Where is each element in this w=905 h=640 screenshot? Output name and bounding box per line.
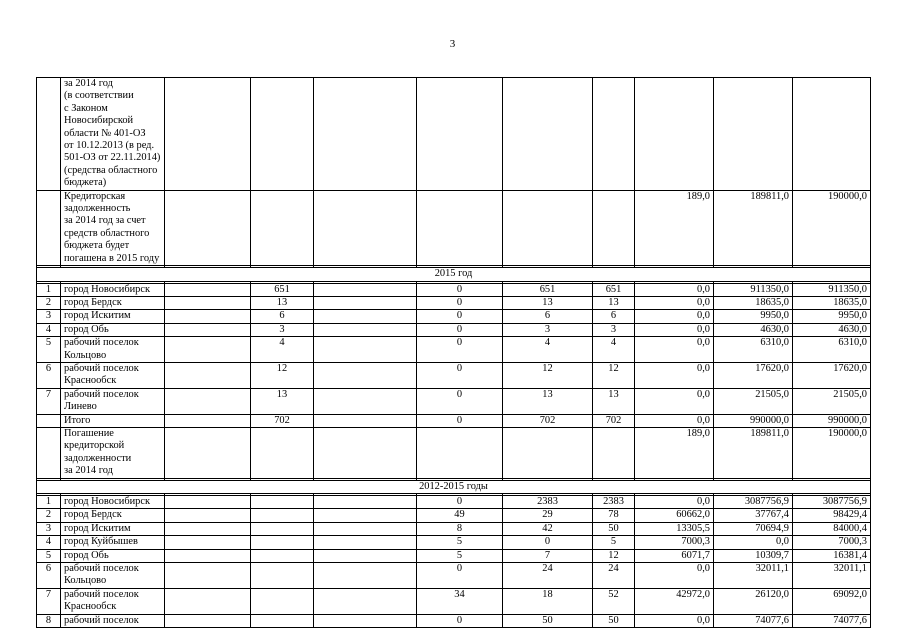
row-name-line: рабочий поселок (64, 362, 139, 374)
row-number-cell: 3 (37, 310, 61, 323)
value-cell-c4: 13 (251, 388, 314, 414)
section-title: 2015 год (37, 268, 871, 281)
value-cell-c5 (314, 337, 417, 363)
row-number-cell: 3 (37, 522, 61, 535)
value-cell-c10: 37767,4 (714, 509, 793, 522)
row-name-cell (61, 78, 165, 191)
table-row (37, 522, 871, 535)
value-cell-c5 (314, 362, 417, 388)
row-name-line: задолженности (64, 452, 132, 464)
value-cell-c4 (251, 549, 314, 562)
table-row (37, 388, 871, 414)
value-cell-c4 (251, 588, 314, 614)
value-cell-c6 (417, 190, 503, 265)
value-cell-c4 (251, 536, 314, 549)
row-name-cell (61, 283, 165, 296)
value-cell-c4: 12 (251, 362, 314, 388)
value-cell-c5 (314, 536, 417, 549)
table-row (37, 614, 871, 627)
value-cell-c11: 6310,0 (793, 337, 871, 363)
value-cell-c6: 0 (417, 323, 503, 336)
value-cell-c11: 17620,0 (793, 362, 871, 388)
row-name-line: Новосибирской (64, 115, 134, 127)
value-cell-c8: 24 (593, 563, 635, 589)
row-name-line: за 2014 год (64, 465, 113, 477)
value-cell-c4 (251, 563, 314, 589)
value-cell-c3 (165, 414, 251, 427)
table-row (37, 78, 871, 191)
value-cell-c7 (503, 190, 593, 265)
value-cell-c7: 702 (503, 414, 593, 427)
value-cell-c6: 34 (417, 588, 503, 614)
value-cell-c8: 6 (593, 310, 635, 323)
value-cell-c5 (314, 549, 417, 562)
value-cell-c6: 0 (417, 283, 503, 296)
value-cell-c5 (314, 427, 417, 478)
value-cell-c8: 651 (593, 283, 635, 296)
value-cell-c5 (314, 388, 417, 414)
value-cell-c5 (314, 522, 417, 535)
table-row (37, 496, 871, 509)
value-cell-c6: 5 (417, 549, 503, 562)
value-cell-c7: 24 (503, 563, 593, 589)
row-name-cell (61, 509, 165, 522)
row-name-cell (61, 388, 165, 414)
row-name-line: бюджета) (64, 177, 107, 189)
value-cell-c6: 0 (417, 296, 503, 309)
row-name-line: город Куйбышев (64, 536, 138, 548)
value-cell-c9: 0,0 (635, 496, 714, 509)
table-row (37, 549, 871, 562)
value-cell-c4: 4 (251, 337, 314, 363)
row-name-cell (61, 536, 165, 549)
row-number-cell (37, 414, 61, 427)
value-cell-c5 (314, 296, 417, 309)
value-cell-c3 (165, 310, 251, 323)
value-cell-c3 (165, 536, 251, 549)
row-number-cell: 6 (37, 563, 61, 589)
value-cell-c7: 13 (503, 296, 593, 309)
value-cell-c10: 26120,0 (714, 588, 793, 614)
value-cell-c11: 18635,0 (793, 296, 871, 309)
value-cell-c10: 990000,0 (714, 414, 793, 427)
value-cell-c6: 0 (417, 563, 503, 589)
row-number-cell: 7 (37, 588, 61, 614)
value-cell-c9: 6071,7 (635, 549, 714, 562)
row-name-cell (61, 310, 165, 323)
row-name-line: за 2014 год за счет (64, 215, 146, 227)
value-cell-c4 (251, 427, 314, 478)
value-cell-c4 (251, 496, 314, 509)
row-name-line: Краснообск (64, 375, 117, 387)
value-cell-c5 (314, 509, 417, 522)
value-cell-c7: 13 (503, 388, 593, 414)
value-cell-c7 (503, 427, 593, 478)
row-number-cell: 4 (37, 536, 61, 549)
row-name-line: Линево (64, 401, 97, 413)
value-cell-c7: 18 (503, 588, 593, 614)
value-cell-c7: 2383 (503, 496, 593, 509)
table-row (37, 337, 871, 363)
row-name-cell (61, 323, 165, 336)
value-cell-c6: 8 (417, 522, 503, 535)
table-row (37, 414, 871, 427)
value-cell-c7 (503, 78, 593, 191)
value-cell-c8: 50 (593, 614, 635, 627)
value-cell-c4: 6 (251, 310, 314, 323)
table-row (37, 588, 871, 614)
value-cell-c11: 21505,0 (793, 388, 871, 414)
value-cell-c3 (165, 588, 251, 614)
value-cell-c11: 98429,4 (793, 509, 871, 522)
value-cell-c11: 3087756,9 (793, 496, 871, 509)
value-cell-c5 (314, 310, 417, 323)
row-number-cell: 7 (37, 388, 61, 414)
value-cell-c10: 70694,9 (714, 522, 793, 535)
table-row (37, 536, 871, 549)
value-cell-c5 (314, 283, 417, 296)
value-cell-c10: 9950,0 (714, 310, 793, 323)
value-cell-c7: 42 (503, 522, 593, 535)
row-name-cell (61, 522, 165, 535)
row-name-cell (61, 427, 165, 478)
table-row (37, 509, 871, 522)
table-row (37, 296, 871, 309)
row-name-line: город Обь (64, 549, 109, 561)
value-cell-c10: 3087756,9 (714, 496, 793, 509)
row-name-cell (61, 614, 165, 627)
value-cell-c10: 189811,0 (714, 427, 793, 478)
value-cell-c7: 3 (503, 323, 593, 336)
row-name-cell (61, 588, 165, 614)
value-cell-c10: 21505,0 (714, 388, 793, 414)
table-row (37, 563, 871, 589)
value-cell-c9: 189,0 (635, 427, 714, 478)
value-cell-c9: 0,0 (635, 362, 714, 388)
row-name-line: рабочий поселок (64, 563, 139, 575)
row-number-cell: 1 (37, 496, 61, 509)
value-cell-c8: 12 (593, 362, 635, 388)
value-cell-c3 (165, 549, 251, 562)
table-row (37, 310, 871, 323)
value-cell-c5 (314, 496, 417, 509)
row-name-line: Погашение (64, 427, 114, 439)
value-cell-c8: 2383 (593, 496, 635, 509)
value-cell-c6: 5 (417, 536, 503, 549)
value-cell-c8: 5 (593, 536, 635, 549)
table-row (37, 323, 871, 336)
value-cell-c6: 0 (417, 388, 503, 414)
value-cell-c11: 190000,0 (793, 427, 871, 478)
row-name-line: рабочий поселок (64, 337, 139, 349)
row-name-line: город Бердск (64, 509, 122, 521)
row-name-line: город Искитим (64, 310, 131, 322)
row-name-line: погашена в 2015 году (64, 252, 160, 264)
value-cell-c9: 0,0 (635, 563, 714, 589)
value-cell-c10: 18635,0 (714, 296, 793, 309)
value-cell-c7: 12 (503, 362, 593, 388)
value-cell-c3 (165, 296, 251, 309)
value-cell-c5 (314, 78, 417, 191)
value-cell-c10: 189811,0 (714, 190, 793, 265)
row-name-line: кредиторской (64, 440, 125, 452)
row-name-line: (средства областного (64, 164, 158, 176)
value-cell-c3 (165, 509, 251, 522)
value-cell-c9: 42972,0 (635, 588, 714, 614)
value-cell-c7: 50 (503, 614, 593, 627)
row-name-line: город Обь (64, 323, 109, 335)
row-name-line: средств областного (64, 227, 150, 239)
row-name-line: (в соответствии (64, 90, 134, 102)
value-cell-c11: 990000,0 (793, 414, 871, 427)
row-name-line: рабочий поселок (64, 588, 139, 600)
value-cell-c5 (314, 614, 417, 627)
value-cell-c3 (165, 362, 251, 388)
value-cell-c4: 702 (251, 414, 314, 427)
value-cell-c8: 13 (593, 296, 635, 309)
value-cell-c10: 911350,0 (714, 283, 793, 296)
row-name-line: рабочий поселок (64, 388, 139, 400)
row-name-line: 501-ОЗ от 22.11.2014) (64, 152, 161, 164)
value-cell-c7: 7 (503, 549, 593, 562)
row-name-cell (61, 362, 165, 388)
row-name-line: Кольцово (64, 575, 107, 587)
value-cell-c7: 651 (503, 283, 593, 296)
value-cell-c7: 0 (503, 536, 593, 549)
value-cell-c11: 16381,4 (793, 549, 871, 562)
value-cell-c4 (251, 190, 314, 265)
row-number-cell: 5 (37, 337, 61, 363)
row-name-line: Итого (64, 414, 91, 426)
row-name-line: от 10.12.2013 (в ред. (64, 140, 155, 152)
value-cell-c3 (165, 614, 251, 627)
value-cell-c6 (417, 427, 503, 478)
value-cell-c9: 7000,3 (635, 536, 714, 549)
value-cell-c5 (314, 190, 417, 265)
row-name-line: рабочий поселок (64, 614, 139, 626)
row-name-line: город Бердск (64, 296, 122, 308)
value-cell-c6 (417, 78, 503, 191)
report-table (36, 77, 871, 628)
value-cell-c8 (593, 427, 635, 478)
value-cell-c5 (314, 323, 417, 336)
section-header-row (37, 268, 871, 281)
row-number-cell: 2 (37, 509, 61, 522)
section-header-row (37, 480, 871, 493)
page-number: 3 (449, 38, 456, 50)
value-cell-c8: 3 (593, 323, 635, 336)
value-cell-c4 (251, 522, 314, 535)
value-cell-c6: 0 (417, 310, 503, 323)
row-number-cell: 2 (37, 296, 61, 309)
row-number-cell: 5 (37, 549, 61, 562)
value-cell-c3 (165, 337, 251, 363)
row-name-cell (61, 190, 165, 265)
value-cell-c6: 0 (417, 414, 503, 427)
value-cell-c6: 0 (417, 614, 503, 627)
value-cell-c4 (251, 614, 314, 627)
row-number-cell: 8 (37, 614, 61, 627)
value-cell-c3 (165, 78, 251, 191)
row-name-cell (61, 549, 165, 562)
value-cell-c8: 13 (593, 388, 635, 414)
value-cell-c5 (314, 563, 417, 589)
value-cell-c9: 0,0 (635, 296, 714, 309)
report-table-body (37, 78, 871, 628)
value-cell-c11: 7000,3 (793, 536, 871, 549)
value-cell-c10: 0,0 (714, 536, 793, 549)
value-cell-c8: 52 (593, 588, 635, 614)
value-cell-c3 (165, 388, 251, 414)
row-name-cell (61, 414, 165, 427)
value-cell-c11: 74077,6 (793, 614, 871, 627)
value-cell-c9: 0,0 (635, 283, 714, 296)
value-cell-c4: 13 (251, 296, 314, 309)
value-cell-c10: 17620,0 (714, 362, 793, 388)
value-cell-c8: 12 (593, 549, 635, 562)
value-cell-c9: 0,0 (635, 614, 714, 627)
row-name-line: город Искитим (64, 522, 131, 534)
value-cell-c8 (593, 190, 635, 265)
row-name-line: области № 401-ОЗ (64, 127, 146, 139)
value-cell-c8: 50 (593, 522, 635, 535)
value-cell-c7: 4 (503, 337, 593, 363)
value-cell-c11: 9950,0 (793, 310, 871, 323)
value-cell-c10: 4630,0 (714, 323, 793, 336)
report-table-container (36, 77, 870, 628)
value-cell-c6: 0 (417, 496, 503, 509)
row-name-line: с Законом (64, 102, 108, 114)
value-cell-c11: 84000,4 (793, 522, 871, 535)
value-cell-c9: 189,0 (635, 190, 714, 265)
row-name-line: Кольцово (64, 349, 107, 361)
value-cell-c9: 0,0 (635, 337, 714, 363)
value-cell-c8 (593, 78, 635, 191)
row-number-cell: 6 (37, 362, 61, 388)
value-cell-c11: 69092,0 (793, 588, 871, 614)
section-title: 2012-2015 годы (37, 480, 871, 493)
value-cell-c9: 60662,0 (635, 509, 714, 522)
row-name-line: задолженность (64, 203, 131, 215)
value-cell-c4 (251, 78, 314, 191)
value-cell-c8: 78 (593, 509, 635, 522)
value-cell-c3 (165, 323, 251, 336)
value-cell-c10: 74077,6 (714, 614, 793, 627)
row-name-line: Краснообск (64, 601, 117, 613)
row-name-cell (61, 563, 165, 589)
value-cell-c6: 0 (417, 362, 503, 388)
table-row (37, 362, 871, 388)
value-cell-c9: 0,0 (635, 310, 714, 323)
value-cell-c11: 32011,1 (793, 563, 871, 589)
row-name-line: город Новосибирск (64, 283, 151, 295)
value-cell-c8: 702 (593, 414, 635, 427)
value-cell-c4: 651 (251, 283, 314, 296)
value-cell-c3 (165, 283, 251, 296)
value-cell-c7: 29 (503, 509, 593, 522)
row-number-cell: 4 (37, 323, 61, 336)
row-name-line: Кредиторская (64, 190, 126, 202)
value-cell-c10: 10309,7 (714, 549, 793, 562)
value-cell-c6: 49 (417, 509, 503, 522)
value-cell-c8: 4 (593, 337, 635, 363)
row-name-line: за 2014 год (64, 78, 113, 89)
value-cell-c3 (165, 563, 251, 589)
value-cell-c6: 0 (417, 337, 503, 363)
value-cell-c10: 32011,1 (714, 563, 793, 589)
row-number-cell (37, 190, 61, 265)
row-name-cell (61, 496, 165, 509)
value-cell-c10 (714, 78, 793, 191)
value-cell-c11 (793, 78, 871, 191)
value-cell-c7: 6 (503, 310, 593, 323)
value-cell-c3 (165, 190, 251, 265)
value-cell-c9: 0,0 (635, 323, 714, 336)
value-cell-c3 (165, 427, 251, 478)
table-row (37, 283, 871, 296)
row-number-cell: 1 (37, 283, 61, 296)
value-cell-c9: 0,0 (635, 414, 714, 427)
value-cell-c11: 911350,0 (793, 283, 871, 296)
row-number-cell (37, 78, 61, 191)
value-cell-c10: 6310,0 (714, 337, 793, 363)
value-cell-c4: 3 (251, 323, 314, 336)
value-cell-c5 (314, 414, 417, 427)
table-row (37, 190, 871, 265)
value-cell-c11: 190000,0 (793, 190, 871, 265)
value-cell-c9 (635, 78, 714, 191)
value-cell-c11: 4630,0 (793, 323, 871, 336)
row-number-cell (37, 427, 61, 478)
value-cell-c3 (165, 522, 251, 535)
row-name-cell (61, 337, 165, 363)
row-name-line: город Новосибирск (64, 496, 151, 507)
table-row (37, 427, 871, 478)
row-name-line: бюджета будет (64, 240, 130, 252)
value-cell-c5 (314, 588, 417, 614)
value-cell-c9: 0,0 (635, 388, 714, 414)
value-cell-c4 (251, 509, 314, 522)
row-name-cell (61, 296, 165, 309)
value-cell-c9: 13305,5 (635, 522, 714, 535)
value-cell-c3 (165, 496, 251, 509)
